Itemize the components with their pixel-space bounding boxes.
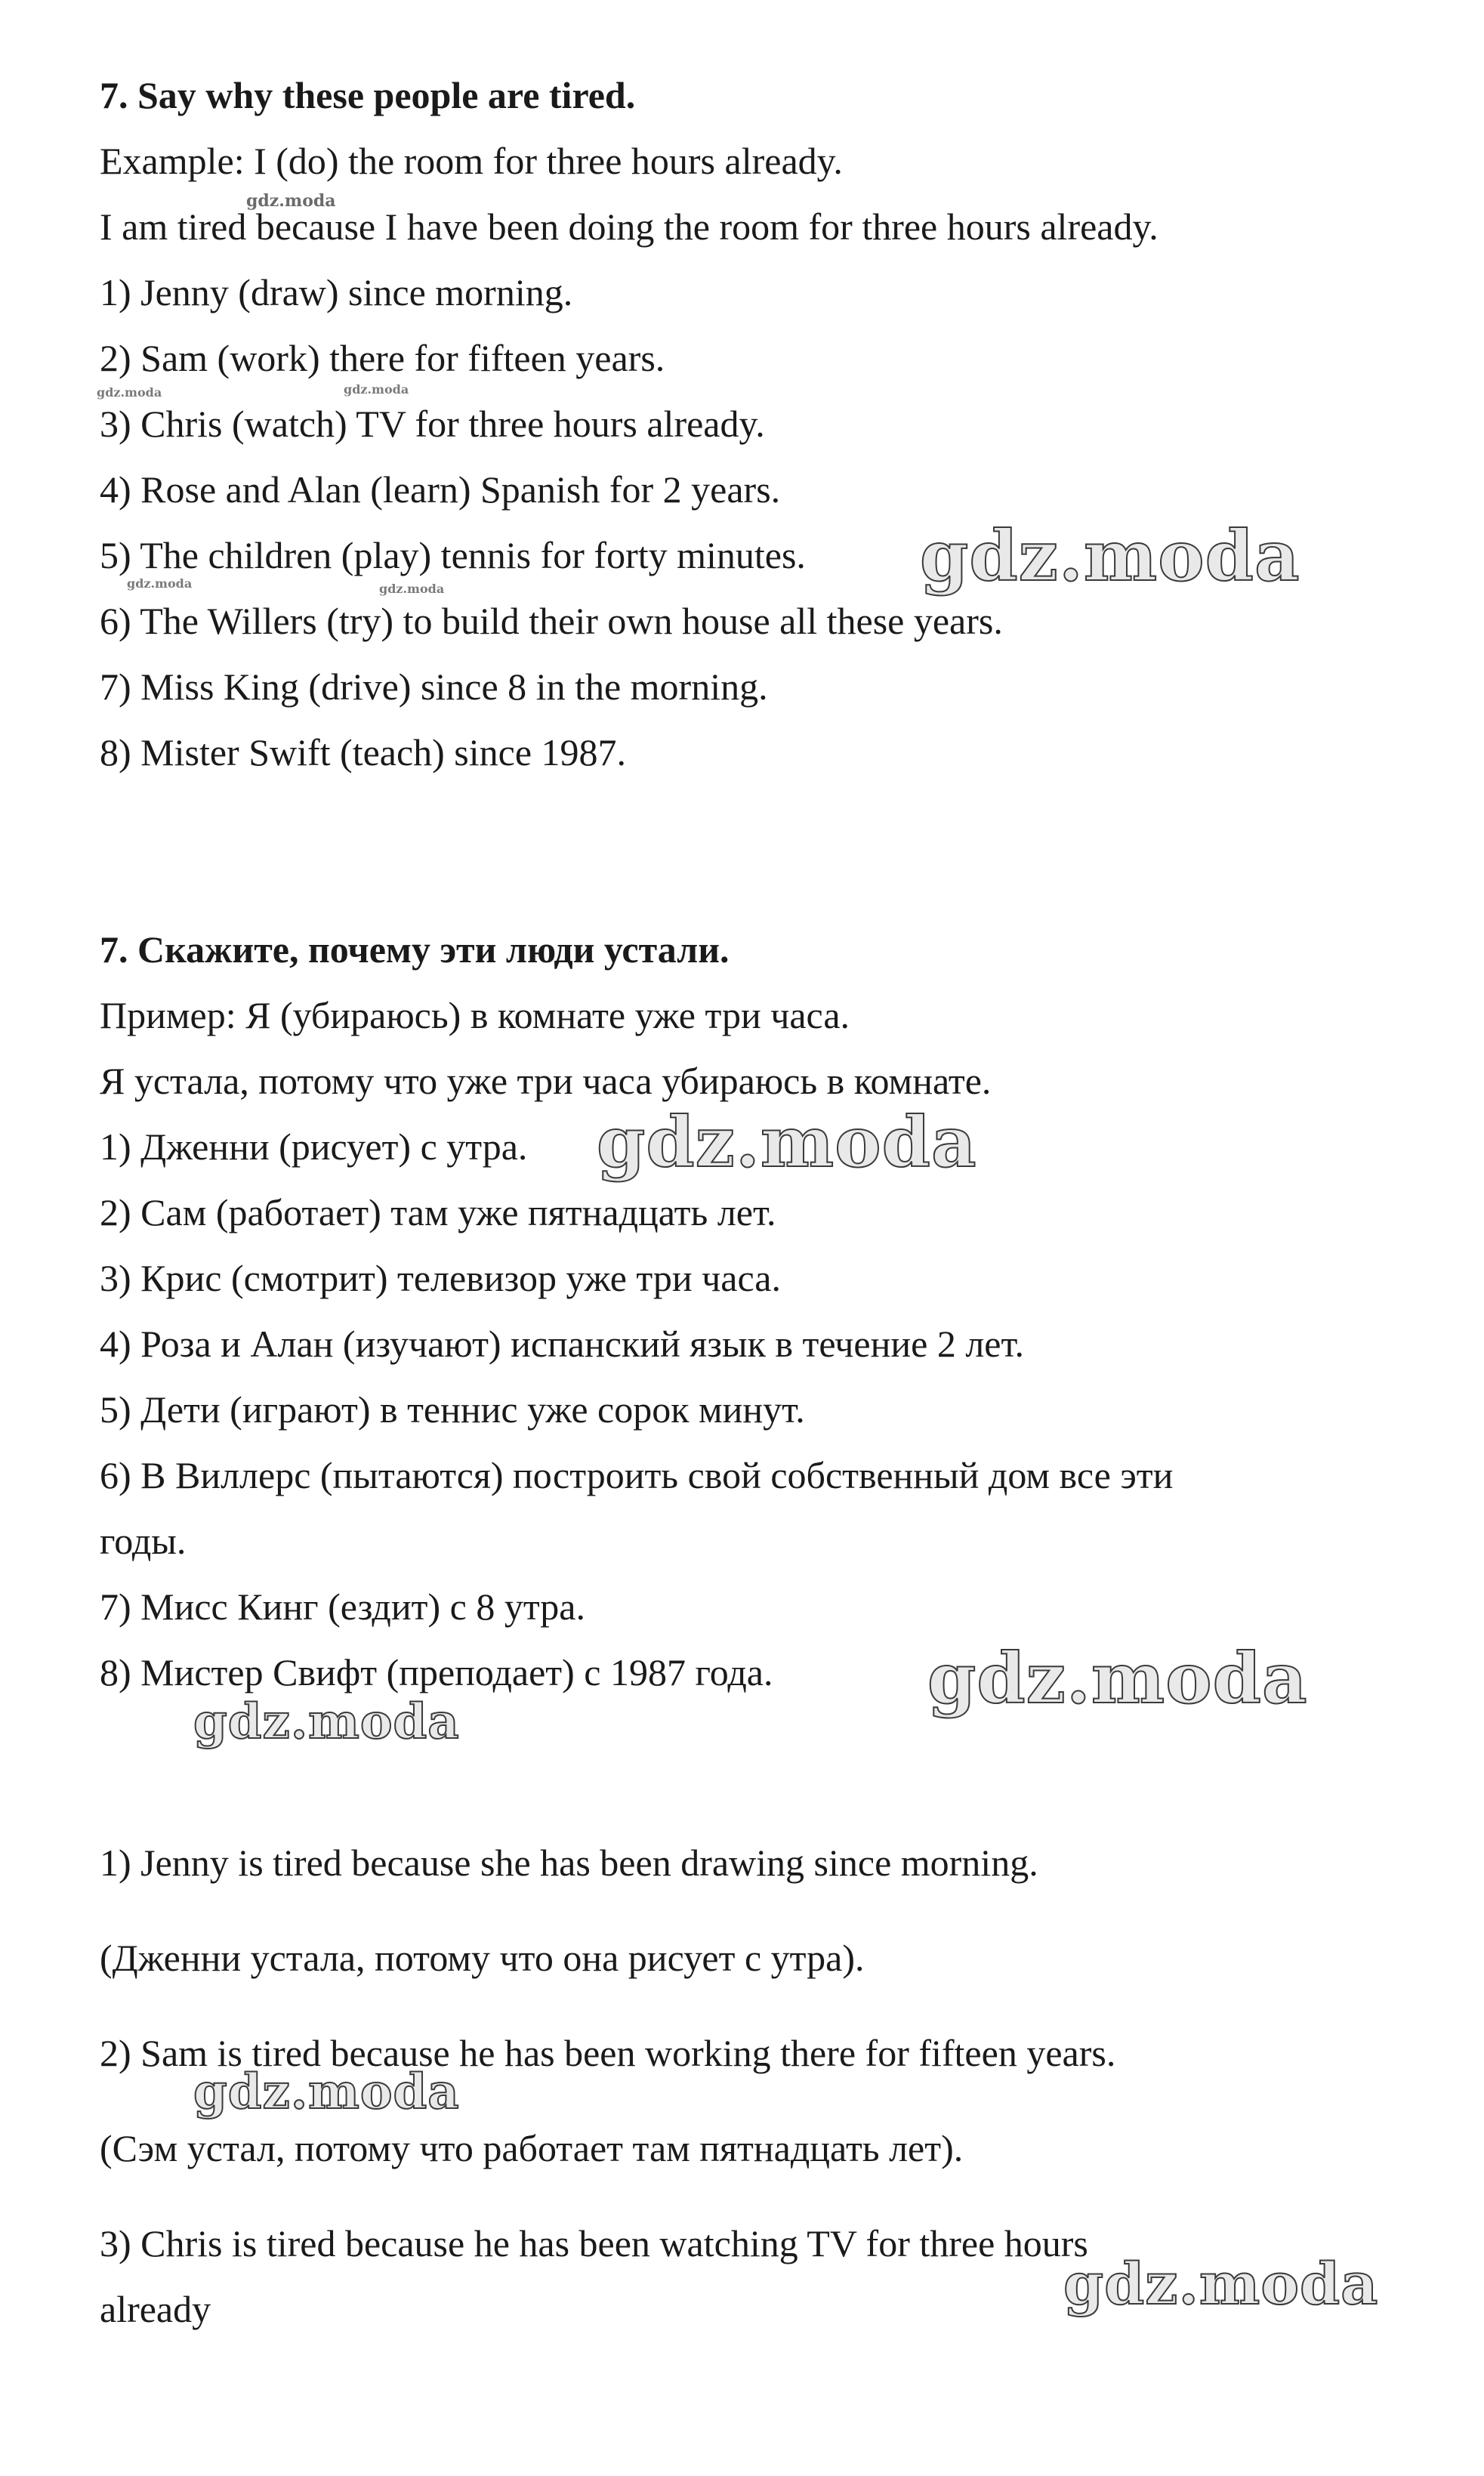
exercise-heading-en: 7. Say why these people are tired. bbox=[100, 74, 636, 116]
answer-line: already bbox=[100, 2288, 211, 2330]
exercise-item-en: 3) Chris (watch) TV for three hours already. bbox=[100, 403, 765, 445]
answer-translation: (Сэм устал, потому что работает там пятнадцать лет). bbox=[100, 2127, 964, 2169]
watermark-small: gdz.moda bbox=[379, 582, 445, 596]
watermark-large: gdz.moda bbox=[597, 1101, 977, 1183]
watermark-medium: gdz.moda bbox=[193, 2064, 460, 2120]
watermark-small: gdz.moda bbox=[344, 382, 409, 397]
exercise-item-en: 7) Miss King (drive) since 8 in the morning. bbox=[100, 665, 768, 708]
exercise-item-ru: 7) Мисс Кинг (ездит) с 8 утра. bbox=[100, 1585, 585, 1628]
answer-translation: (Дженни устала, потому что она рисует с утра). bbox=[100, 1937, 865, 1979]
example-answer-ru: Я устала, потому что уже три часа убираюсь в комнате. bbox=[100, 1060, 992, 1102]
exercise-item-en: 6) The Willers (try) to build their own house all these years. bbox=[100, 600, 1003, 642]
exercise-item-ru: 1) Дженни (рисует) с утра. bbox=[100, 1125, 528, 1168]
watermark-small: gdz.moda bbox=[127, 576, 193, 591]
watermark-small: gdz.moda bbox=[97, 385, 162, 400]
exercise-item-ru: 8) Мистер Свифт (преподает) с 1987 года. bbox=[100, 1651, 773, 1693]
example-line-en: Example: I (do) the room for three hours already. bbox=[100, 140, 843, 182]
exercise-item-ru: 3) Крис (смотрит) телевизор уже три часа. bbox=[100, 1257, 781, 1299]
watermark-small: gdz.moda bbox=[246, 191, 336, 211]
watermark-medium: gdz.moda bbox=[193, 1693, 460, 1750]
exercise-heading-ru: 7. Скажите, почему эти люди устали. bbox=[100, 928, 730, 971]
exercise-item-en: 8) Mister Swift (teach) since 1987. bbox=[100, 731, 627, 773]
watermark-medium: gdz.moda bbox=[1063, 2250, 1379, 2317]
answer-line: 2) Sam is tired because he has been working there for fifteen years. bbox=[100, 2032, 1116, 2074]
answer-line: 1) Jenny is tired because she has been drawing since morning. bbox=[100, 1842, 1038, 1884]
exercise-item-en: 4) Rose and Alan (learn) Spanish for 2 years. bbox=[100, 468, 781, 511]
example-line-ru: Пример: Я (убираюсь) в комнате уже три часа. bbox=[100, 994, 850, 1036]
exercise-item-ru: 6) В Виллерс (пытаются) построить свой собственный дом все эти bbox=[100, 1454, 1174, 1496]
exercise-item-en: 2) Sam (work) there for fifteen years. bbox=[100, 337, 665, 379]
exercise-item-ru: 4) Роза и Алан (изучают) испанский язык в течение 2 лет. bbox=[100, 1323, 1025, 1365]
exercise-item-en: 5) The children (play) tennis for forty minutes. bbox=[100, 534, 806, 576]
watermark-large: gdz.moda bbox=[920, 515, 1300, 597]
watermark-large: gdz.moda bbox=[927, 1638, 1308, 1719]
example-answer-en: I am tired because I have been doing the room for three hours already. bbox=[100, 205, 1159, 248]
answer-line: 3) Chris is tired because he has been watching TV for three hours bbox=[100, 2222, 1088, 2265]
exercise-item-ru: 5) Дети (играют) в теннис уже сорок минут. bbox=[100, 1388, 805, 1431]
exercise-item-ru: 2) Сам (работает) там уже пятнадцать лет. bbox=[100, 1191, 776, 1233]
exercise-item-ru: годы. bbox=[100, 1520, 187, 1562]
exercise-item-en: 1) Jenny (draw) since morning. bbox=[100, 271, 573, 313]
